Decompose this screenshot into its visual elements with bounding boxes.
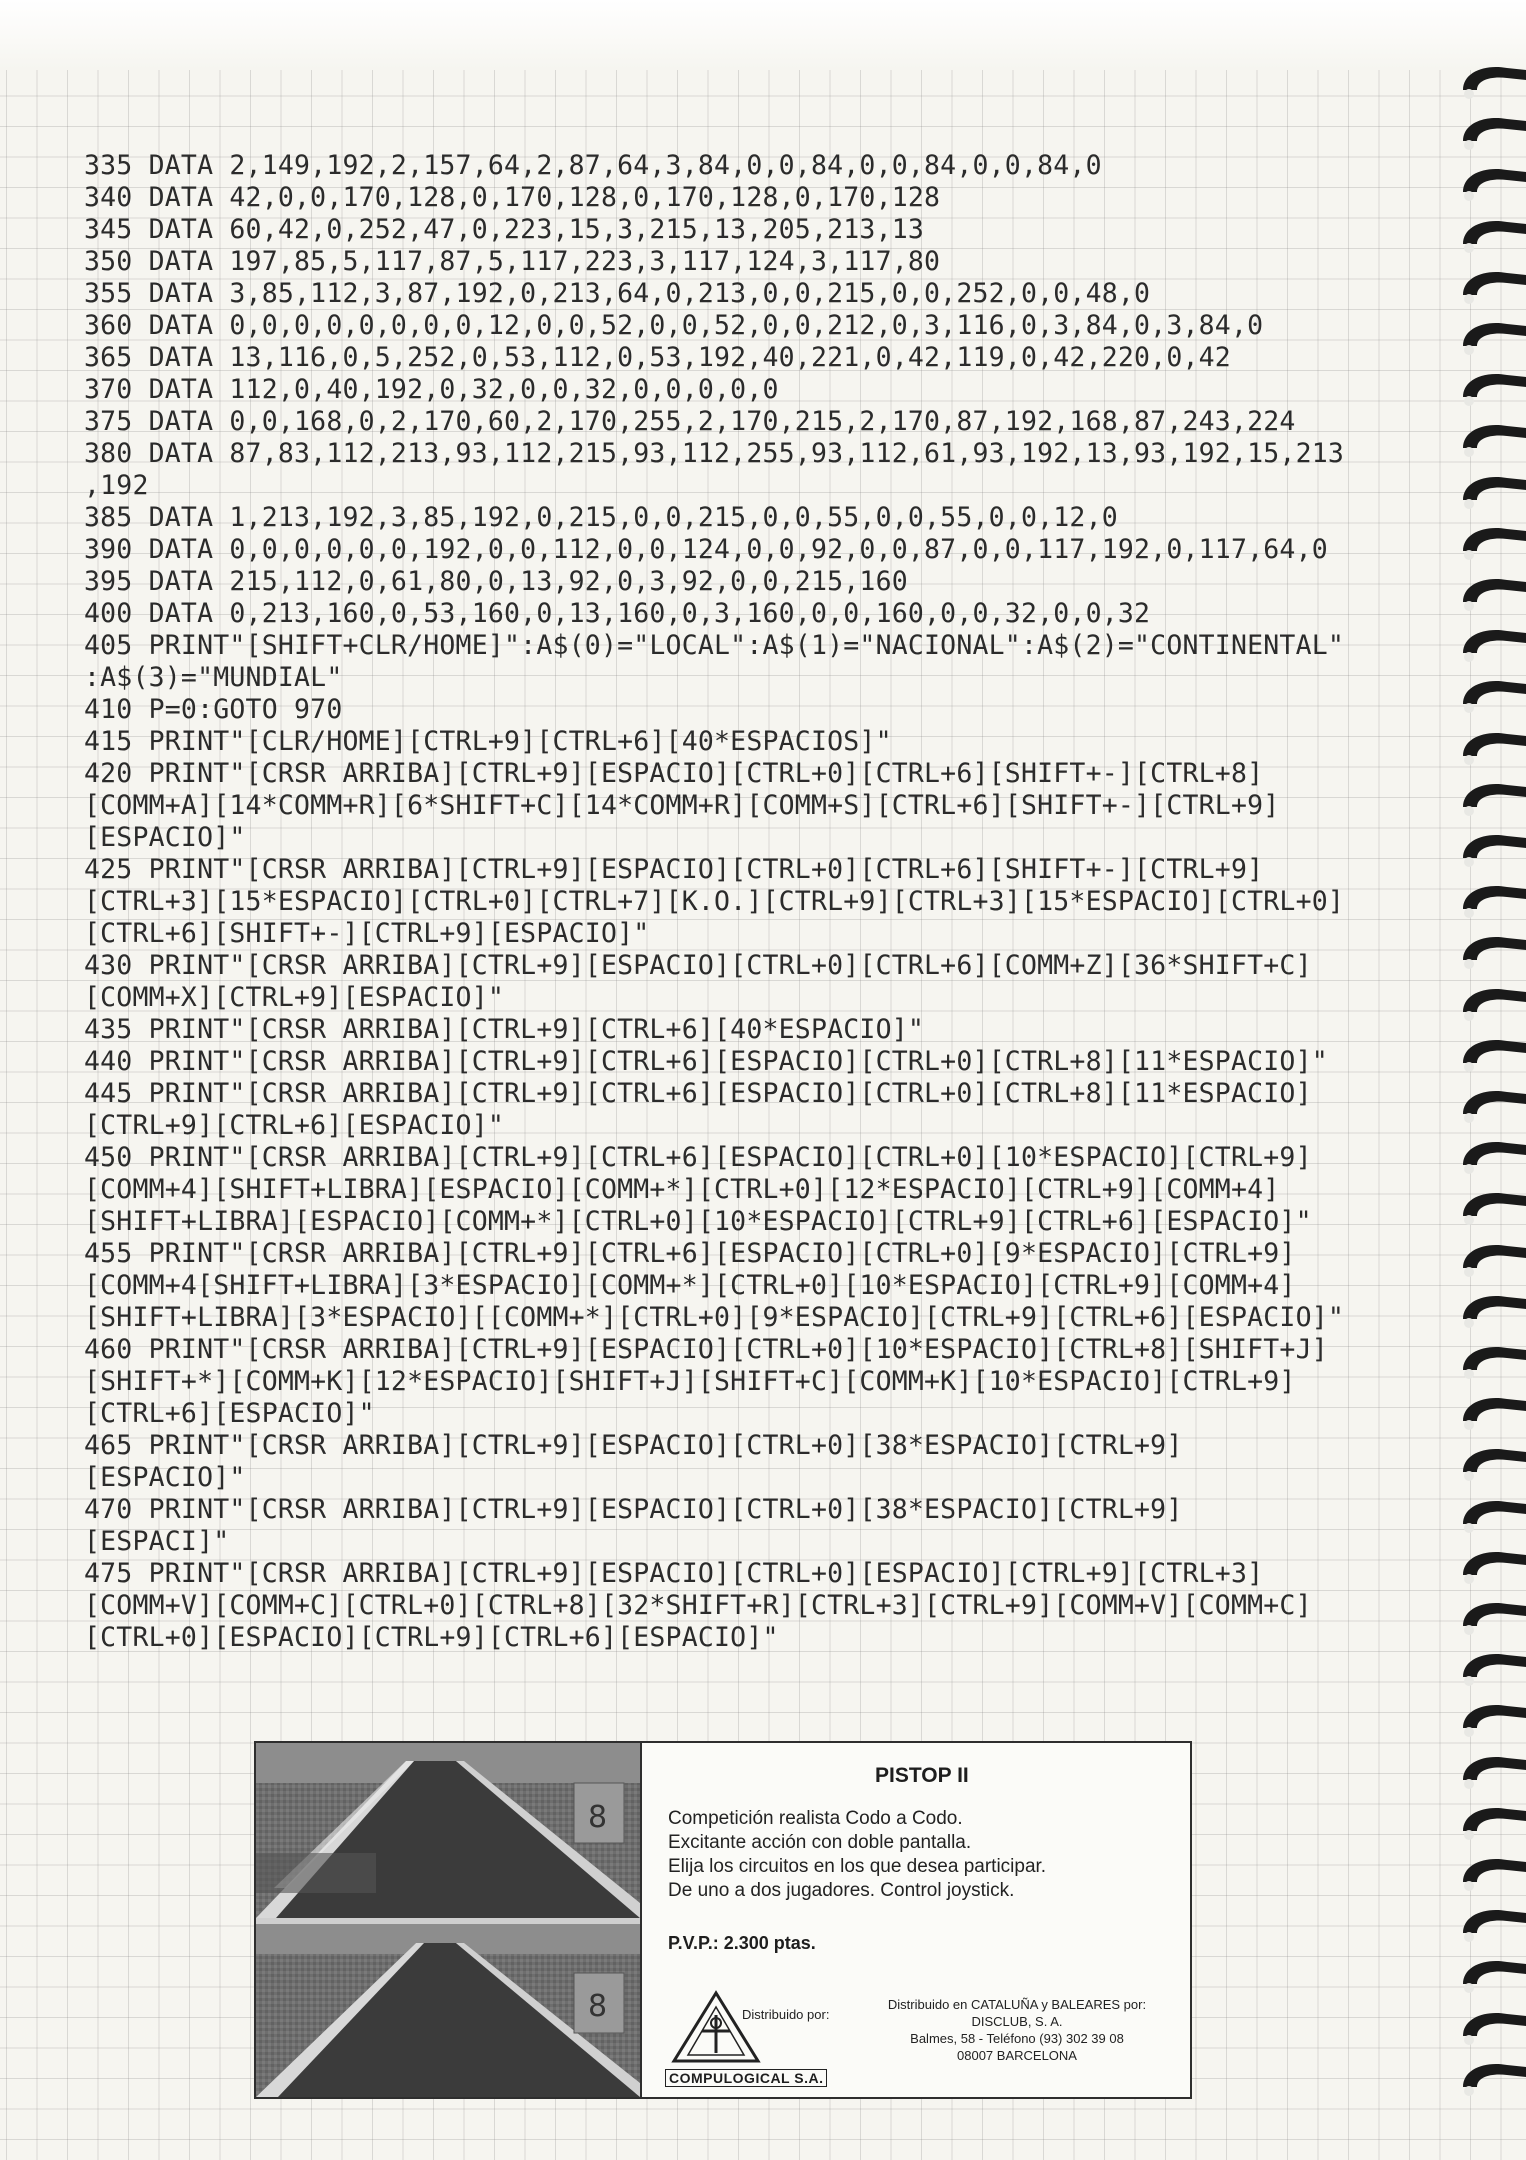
regional-city: 08007 BARCELONA	[957, 2048, 1077, 2063]
basic-program-listing	[84, 150, 1384, 1654]
pistop-ii-advertisement	[254, 1741, 1192, 2099]
code-line: [SHIFT+LIBRA][ESPACIO][COMM+*][CTRL+0][10*ESPACIO][CTRL+9][CTRL+6][ESPACIO]"	[84, 1206, 1312, 1237]
code-line: 385 DATA 1,213,192,3,85,192,0,215,0,0,215,0,0,55,0,0,55,0,0,12,0	[84, 502, 1118, 533]
spiral-ring-icon	[1455, 521, 1526, 569]
ad-feature: Competición realista Codo a Codo.	[668, 1808, 963, 1829]
spiral-ring-icon	[1455, 1494, 1526, 1542]
code-line: 350 DATA 197,85,5,117,87,5,117,223,3,117,124,3,117,80	[84, 246, 941, 277]
code-line: 460 PRINT"[CRSR ARRIBA][CTRL+9][ESPACIO][CTRL+0][10*ESPACIO][CTRL+8][SHIFT+J]	[84, 1334, 1328, 1365]
code-line: 435 PRINT"[CRSR ARRIBA][CTRL+9][CTRL+6][40*ESPACIO]"	[84, 1014, 925, 1045]
code-line: [COMM+4][SHIFT+LIBRA][ESPACIO][COMM+*][CTRL+0][12*ESPACIO][CTRL+9][COMM+4]	[84, 1174, 1280, 1205]
racing-game-image	[256, 1743, 640, 2097]
spiral-ring-icon	[1455, 1135, 1526, 1183]
spiral-ring-icon	[1455, 162, 1526, 210]
spiral-ring-icon	[1455, 930, 1526, 978]
spiral-ring-icon	[1455, 60, 1526, 108]
code-line: 395 DATA 215,112,0,61,80,0,13,92,0,3,92,0,0,215,160	[84, 566, 908, 597]
code-line: 450 PRINT"[CRSR ARRIBA][CTRL+9][CTRL+6][ESPACIO][CTRL+0][10*ESPACIO][CTRL+9]	[84, 1142, 1312, 1173]
code-line: 380 DATA 87,83,112,213,93,112,215,93,112,255,93,112,61,93,192,13,93,192,15,213	[84, 438, 1345, 469]
spiral-ring-icon	[1455, 1033, 1526, 1081]
code-line: ,192	[84, 470, 149, 501]
code-line: 475 PRINT"[CRSR ARRIBA][CTRL+9][ESPACIO][CTRL+0][ESPACIO][CTRL+9][CTRL+3]	[84, 1558, 1264, 1589]
code-line: [CTRL+6][ESPACIO]"	[84, 1398, 375, 1429]
code-line: 470 PRINT"[CRSR ARRIBA][CTRL+9][ESPACIO][CTRL+0][38*ESPACIO][CTRL+9]	[84, 1494, 1183, 1525]
code-line: [COMM+4[SHIFT+LIBRA][3*ESPACIO][COMM+*][CTRL+0][10*ESPACIO][CTRL+9][COMM+4]	[84, 1270, 1296, 1301]
distributor-label: Distribuido por:	[742, 2007, 830, 2022]
code-line: 420 PRINT"[CRSR ARRIBA][CTRL+9][ESPACIO][CTRL+0][CTRL+6][SHIFT+-][CTRL+8]	[84, 758, 1264, 789]
code-line: 410 P=0:GOTO 970	[84, 694, 343, 725]
code-line: 340 DATA 42,0,0,170,128,0,170,128,0,170,128,0,170,128	[84, 182, 941, 213]
ad-title: PISTOP II	[875, 1764, 969, 1787]
spiral-ring-icon	[1455, 1340, 1526, 1388]
svg-text:8: 8	[588, 1800, 608, 1835]
svg-text:8: 8	[588, 1989, 608, 2024]
regional-address: Balmes, 58 - Teléfono (93) 302 39 08	[910, 2031, 1124, 2046]
code-line: [CTRL+9][CTRL+6][ESPACIO]"	[84, 1110, 505, 1141]
code-line: 440 PRINT"[CRSR ARRIBA][CTRL+9][CTRL+6][ESPACIO][CTRL+0][CTRL+8][11*ESPACIO]"	[84, 1046, 1328, 1077]
spiral-ring-icon	[1455, 418, 1526, 466]
spiral-ring-icon	[1455, 828, 1526, 876]
spiral-ring-icon	[1455, 1954, 1526, 2002]
ad-feature: De uno a dos jugadores. Control joystick.	[668, 1880, 1015, 1901]
regional-line: Distribuido en CATALUÑA y BALEARES por:	[887, 1997, 1147, 2012]
spiral-ring-icon	[1455, 1596, 1526, 1644]
spiral-ring-icon	[1455, 1391, 1526, 1439]
code-line: 355 DATA 3,85,112,3,87,192,0,213,64,0,213,0,0,215,0,0,252,0,0,48,0	[84, 278, 1151, 309]
spiral-ring-icon	[1455, 1186, 1526, 1234]
regional-company: DISCLUB, S. A.	[971, 2014, 1063, 2029]
spiral-ring-icon	[1455, 2057, 1526, 2105]
code-line: 390 DATA 0,0,0,0,0,0,192,0,0,112,0,0,124,0,0,92,0,0,87,0,0,117,192,0,117,64,0	[84, 534, 1328, 565]
spiral-ring-icon	[1455, 1698, 1526, 1746]
spiral-ring-icon	[1455, 265, 1526, 313]
code-line: 430 PRINT"[CRSR ARRIBA][CTRL+9][ESPACIO][CTRL+0][CTRL+6][COMM+Z][36*SHIFT+C]	[84, 950, 1312, 981]
distributor-brand: COMPULOGICAL S.A.	[665, 2069, 827, 2087]
spiral-ring-icon	[1455, 982, 1526, 1030]
spiral-ring-icon	[1455, 572, 1526, 620]
game-screenshot-image	[256, 1743, 642, 2097]
spiral-ring-icon	[1455, 1750, 1526, 1798]
code-line: [ESPACIO]"	[84, 822, 246, 853]
ad-feature: Excitante acción con doble pantalla.	[668, 1832, 972, 1853]
spiral-ring-icon	[1455, 470, 1526, 518]
spiral-ring-icon	[1455, 1442, 1526, 1490]
code-line: :A$(3)="MUNDIAL"	[84, 662, 343, 693]
code-line: 370 DATA 112,0,40,192,0,32,0,0,32,0,0,0,0,0	[84, 374, 779, 405]
spiral-ring-icon	[1455, 316, 1526, 364]
spiral-ring-icon	[1455, 1903, 1526, 1951]
code-line: [CTRL+6][SHIFT+-][CTRL+9][ESPACIO]"	[84, 918, 650, 949]
spiral-binding	[1455, 60, 1526, 2120]
code-line: 360 DATA 0,0,0,0,0,0,0,0,12,0,0,52,0,0,52,0,0,212,0,3,116,0,3,84,0,3,84,0	[84, 310, 1264, 341]
code-line: 465 PRINT"[CRSR ARRIBA][CTRL+9][ESPACIO][CTRL+0][38*ESPACIO][CTRL+9]	[84, 1430, 1183, 1461]
code-line: [SHIFT+*][COMM+K][12*ESPACIO][SHIFT+J][SHIFT+C][COMM+K][10*ESPACIO][CTRL+9]	[84, 1366, 1296, 1397]
code-line: [COMM+V][COMM+C][CTRL+0][CTRL+8][32*SHIFT+R][CTRL+3][CTRL+9][COMM+V][COMM+C]	[84, 1590, 1312, 1621]
page-top-edge	[0, 0, 1526, 70]
spiral-ring-icon	[1455, 1647, 1526, 1695]
spiral-ring-icon	[1455, 879, 1526, 927]
spiral-ring-icon	[1455, 1238, 1526, 1286]
code-line: 400 DATA 0,213,160,0,53,160,0,13,160,0,3,160,0,0,160,0,0,32,0,0,32	[84, 598, 1151, 629]
code-line: [COMM+X][CTRL+9][ESPACIO]"	[84, 982, 505, 1013]
code-line: [CTRL+0][ESPACIO][CTRL+9][CTRL+6][ESPACIO]"	[84, 1622, 779, 1653]
spiral-ring-icon	[1455, 111, 1526, 159]
code-line: [ESPACI]"	[84, 1526, 230, 1557]
spiral-ring-icon	[1455, 623, 1526, 671]
code-line: 375 DATA 0,0,168,0,2,170,60,2,170,255,2,170,215,2,170,87,192,168,87,243,224	[84, 406, 1296, 437]
code-line: 455 PRINT"[CRSR ARRIBA][CTRL+9][CTRL+6][ESPACIO][CTRL+0][9*ESPACIO][CTRL+9]	[84, 1238, 1296, 1269]
spiral-ring-icon	[1455, 1545, 1526, 1593]
code-line: 405 PRINT"[SHIFT+CLR/HOME]":A$(0)="LOCAL":A$(1)="NACIONAL":A$(2)="CONTINENTAL"	[84, 630, 1345, 661]
spiral-ring-icon	[1455, 367, 1526, 415]
spiral-ring-icon	[1455, 1801, 1526, 1849]
spiral-ring-icon	[1455, 726, 1526, 774]
code-line: 345 DATA 60,42,0,252,47,0,223,15,3,215,13,205,213,13	[84, 214, 925, 245]
code-line: 335 DATA 2,149,192,2,157,64,2,87,64,3,84,0,0,84,0,0,84,0,0,84,0	[84, 150, 1102, 181]
code-line: [COMM+A][14*COMM+R][6*SHIFT+C][14*COMM+R][COMM+S][CTRL+6][SHIFT+-][CTRL+9]	[84, 790, 1280, 821]
code-line: [SHIFT+LIBRA][3*ESPACIO][[COMM+*][CTRL+0][9*ESPACIO][CTRL+9][CTRL+6][ESPACIO]"	[84, 1302, 1345, 1333]
spiral-ring-icon	[1455, 674, 1526, 722]
code-line: 425 PRINT"[CRSR ARRIBA][CTRL+9][ESPACIO][CTRL+0][CTRL+6][SHIFT+-][CTRL+9]	[84, 854, 1264, 885]
spiral-ring-icon	[1455, 777, 1526, 825]
spiral-ring-icon	[1455, 214, 1526, 262]
ad-feature: Elija los circuitos en los que desea participar.	[668, 1856, 1047, 1877]
regional-distributor-info	[852, 1996, 1182, 2064]
code-line: 445 PRINT"[CRSR ARRIBA][CTRL+9][CTRL+6][ESPACIO][CTRL+0][CTRL+8][11*ESPACIO]	[84, 1078, 1312, 1109]
spiral-ring-icon	[1455, 2006, 1526, 2054]
code-line: 365 DATA 13,116,0,5,252,0,53,112,0,53,192,40,221,0,42,119,0,42,220,0,42	[84, 342, 1231, 373]
code-line: [ESPACIO]"	[84, 1462, 246, 1493]
spiral-ring-icon	[1455, 1289, 1526, 1337]
code-line: [CTRL+3][15*ESPACIO][CTRL+0][CTRL+7][K.O.][CTRL+9][CTRL+3][15*ESPACIO][CTRL+0]	[84, 886, 1345, 917]
spiral-ring-icon	[1455, 1084, 1526, 1132]
ad-feature-list	[668, 1807, 1188, 1903]
code-line: 415 PRINT"[CLR/HOME][CTRL+9][CTRL+6][40*ESPACIOS]"	[84, 726, 892, 757]
ad-price: P.V.P.: 2.300 ptas.	[668, 1933, 816, 1953]
spiral-ring-icon	[1455, 1852, 1526, 1900]
